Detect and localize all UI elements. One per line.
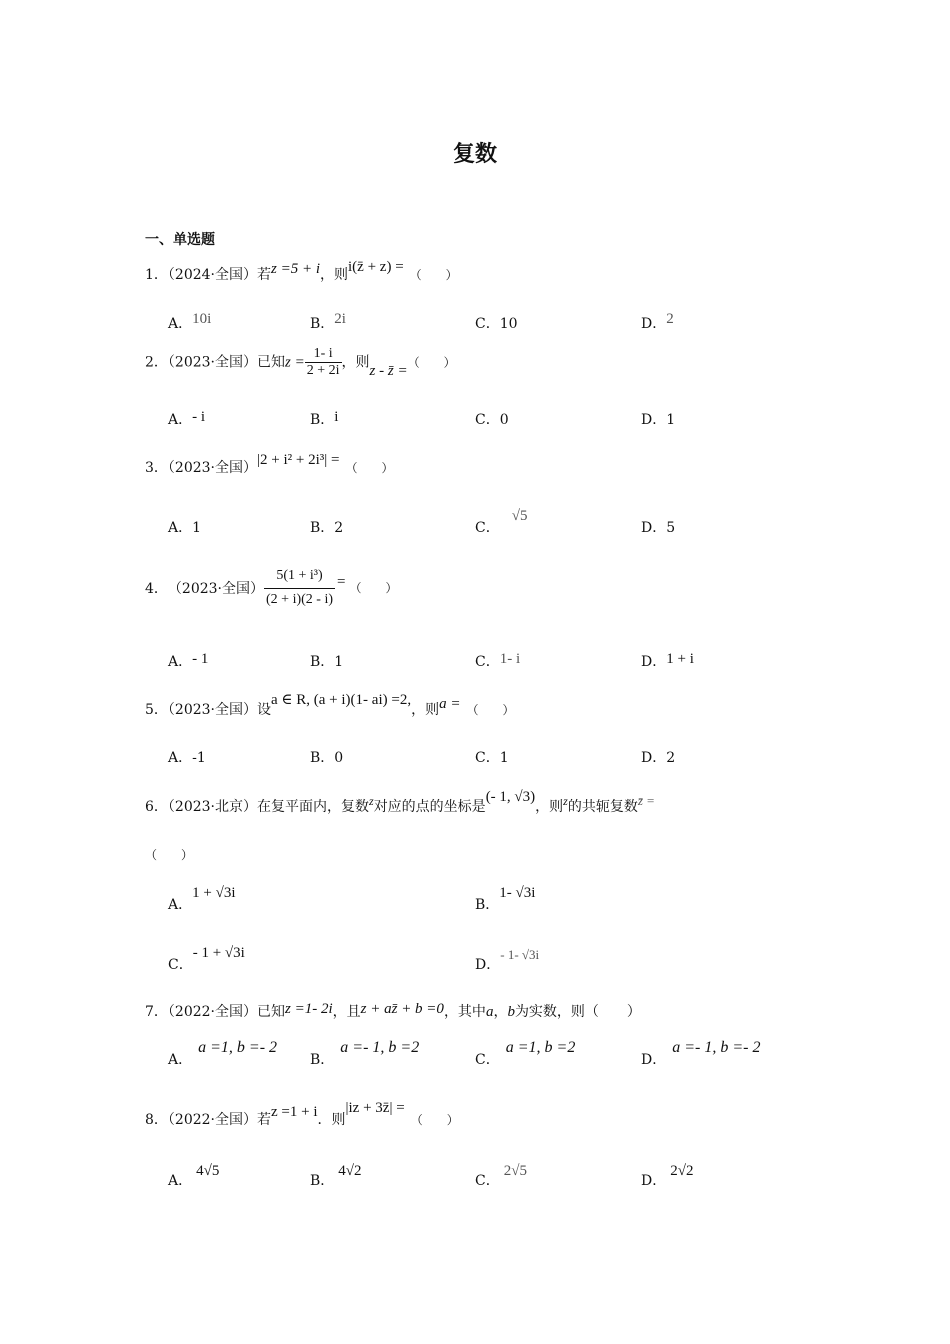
- math-expr: z: [563, 794, 568, 808]
- answer-blank: （ ）: [466, 703, 515, 717]
- q-source: （2023·全国）: [167, 581, 265, 597]
- option-c[interactable]: C．2√5: [475, 1163, 527, 1189]
- math-expr: |iz + 3z̄| =: [345, 1100, 405, 1116]
- q-text: ，则: [320, 267, 349, 283]
- option-b[interactable]: B．1: [310, 654, 344, 670]
- question-2: [145, 346, 456, 379]
- question-5: [145, 692, 515, 719]
- question-7: [145, 1001, 641, 1021]
- math-expr: a ∈ R, (a + i)(1- ai) =2,: [271, 692, 412, 708]
- q-number: 6．: [145, 799, 168, 815]
- math-expr: a =: [439, 696, 461, 712]
- math-var: a: [485, 1004, 494, 1020]
- q-text: ，: [493, 1004, 508, 1020]
- question-4: [145, 568, 398, 608]
- option-c[interactable]: C．a =1, b =2: [475, 1039, 576, 1068]
- q-number: 4．: [145, 581, 168, 597]
- option-a[interactable]: A．4√5: [168, 1163, 220, 1189]
- option-a[interactable]: A．- 1: [168, 651, 209, 670]
- q-number: 2．: [145, 354, 168, 371]
- q-number: 1．: [145, 267, 168, 283]
- math-expr: |2 + i² + 2i³| =: [257, 452, 340, 468]
- option-b[interactable]: B．1- √3i: [475, 885, 536, 913]
- option-a[interactable]: A．1 + √3i: [168, 885, 236, 913]
- q-text: ，则: [411, 702, 440, 718]
- math-expr: z + az̄ + b =0: [360, 1001, 444, 1017]
- option-b[interactable]: B．i: [310, 409, 339, 428]
- option-a[interactable]: A．- i: [168, 409, 206, 428]
- option-b[interactable]: B．2: [310, 520, 344, 536]
- q-number: 8．: [145, 1112, 168, 1128]
- option-b[interactable]: B．0: [310, 750, 344, 766]
- option-c[interactable]: C．√5: [475, 508, 528, 536]
- q-text: ，则: [535, 799, 564, 815]
- q-number: 3．: [145, 460, 168, 476]
- q-text: 对应的点的坐标是: [373, 799, 486, 815]
- math-expr: z̄ =: [637, 793, 655, 808]
- math-expr: z =: [285, 354, 305, 371]
- q-text: ，其中: [443, 1004, 486, 1020]
- page-title: 复数: [452, 142, 497, 167]
- math-var: b: [507, 1004, 515, 1020]
- q-source: （2023·全国）设: [167, 702, 272, 718]
- answer-blank: （ ）: [409, 268, 458, 282]
- option-c[interactable]: C．0: [475, 412, 509, 428]
- option-d[interactable]: D．1: [641, 412, 676, 428]
- q-source: （2022·全国）若: [167, 1112, 272, 1128]
- option-b[interactable]: B．a =- 1, b =2: [310, 1039, 420, 1068]
- fraction: $\frac{1- i}{2 + 2i}$: [306, 346, 340, 378]
- answer-blank: （ ）: [407, 355, 456, 370]
- q-source: （2023·北京）在复平面内，复数: [167, 799, 370, 815]
- q-text: ，且: [332, 1004, 361, 1020]
- answer-blank: （ ）: [349, 581, 398, 595]
- q-source: （2022·全国）已知: [167, 1004, 286, 1020]
- answer-blank: （ ）: [410, 1113, 459, 1127]
- option-d[interactable]: D．2: [641, 311, 674, 332]
- option-d[interactable]: D．a =- 1, b =- 2: [641, 1039, 761, 1068]
- q-source: （2024·全国）若: [167, 267, 272, 283]
- option-d[interactable]: D．5: [641, 520, 676, 536]
- math-expr: i(z̄ + z) =: [348, 259, 404, 275]
- math-expr: z: [369, 794, 374, 808]
- q-text: ．则: [317, 1112, 346, 1128]
- option-a[interactable]: A．a =1, b =- 2: [168, 1039, 278, 1068]
- option-a[interactable]: A．-1: [168, 750, 206, 766]
- option-d[interactable]: D．- 1- √3i: [475, 947, 540, 973]
- question-6: [145, 789, 655, 816]
- option-d[interactable]: D．2: [641, 750, 676, 766]
- math-expr: z =5 + i: [271, 261, 321, 277]
- q-source: （2023·全国）已知: [167, 354, 286, 371]
- math-expr: (- 1, √3): [485, 789, 536, 805]
- option-a[interactable]: A．10i: [168, 311, 212, 332]
- option-c[interactable]: C．10: [475, 316, 518, 332]
- question-1: [145, 259, 458, 284]
- math-expr: =: [337, 574, 346, 590]
- q-source: （2023·全国）: [167, 460, 258, 476]
- option-c[interactable]: C．1: [475, 750, 509, 766]
- math-expr: z =1 + i: [271, 1104, 318, 1120]
- option-c[interactable]: C．- 1 + √3i: [168, 945, 245, 973]
- question-3: [145, 452, 394, 477]
- fraction: $\frac{\text{5(1 + i³)}}{(2 + i)(2 - i)}$: [266, 568, 334, 607]
- answer-blank: （ ）: [345, 461, 394, 475]
- math-expr: z =1- 2i: [285, 1001, 333, 1017]
- option-b[interactable]: B．2i: [310, 311, 346, 332]
- option-d[interactable]: D．2√2: [641, 1163, 694, 1189]
- answer-blank: （ ）: [145, 848, 194, 862]
- option-d[interactable]: D．1 + i: [641, 651, 694, 670]
- q-number: 5．: [145, 702, 168, 718]
- math-expr: z - z̄ =: [369, 362, 408, 379]
- option-c[interactable]: C．1- i: [475, 651, 521, 670]
- question-8: [145, 1100, 459, 1129]
- q-number: 7．: [145, 1004, 168, 1020]
- option-b[interactable]: B．4√2: [310, 1163, 362, 1189]
- q-text: 的共轭复数: [567, 799, 638, 815]
- q-text: ，则: [341, 354, 370, 371]
- section-heading: 一、单选题: [145, 232, 215, 248]
- option-a[interactable]: A．1: [168, 520, 202, 536]
- q-text: 为实数，则（ ）: [514, 1004, 641, 1020]
